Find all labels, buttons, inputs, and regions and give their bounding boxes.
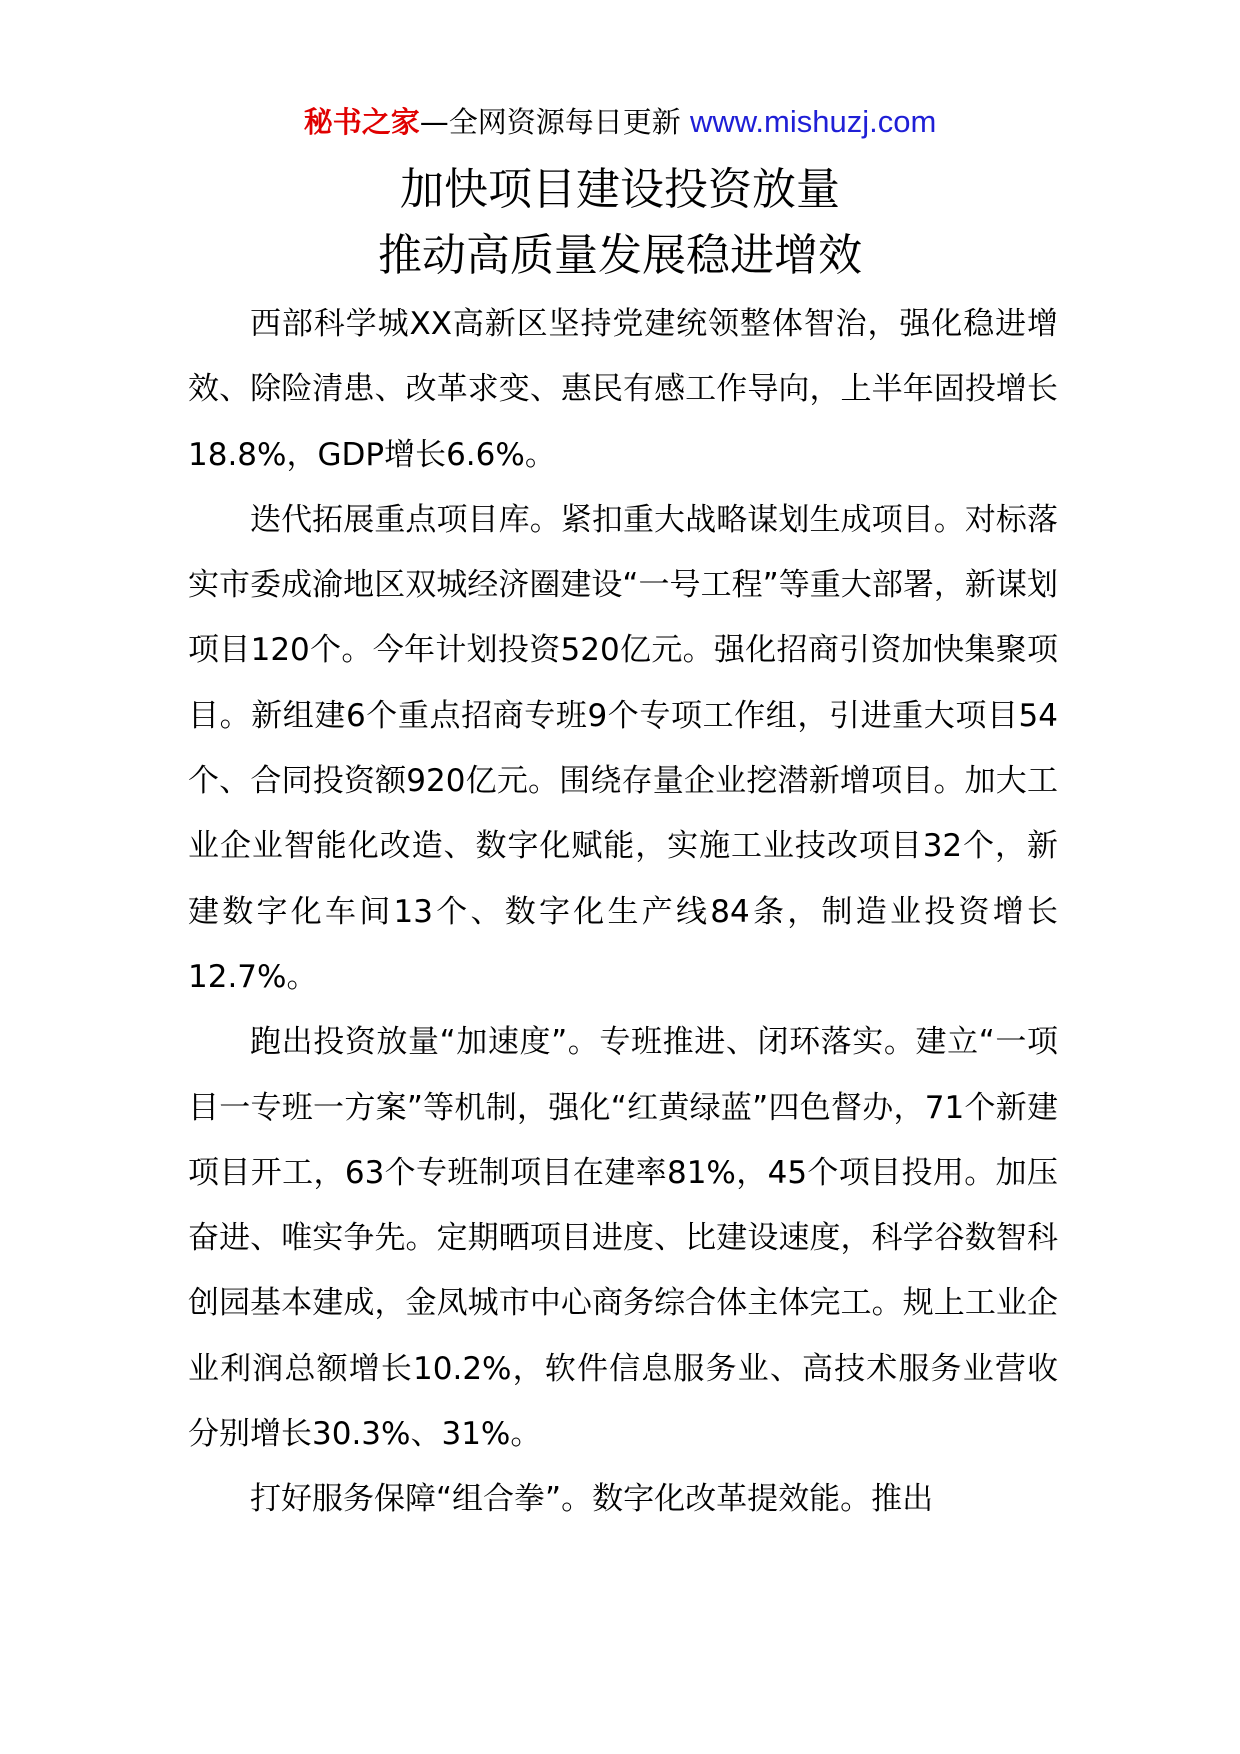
document-title-line-1: 加快项目建设投资放量	[400, 164, 840, 215]
brand-name: 秘书之家	[303, 105, 420, 139]
document-title-line-2: 推动高质量发展稳进增效	[378, 230, 862, 281]
paragraph-service-guarantee: 打好服务保障“组合拳”。数字化改革提效能。推出	[250, 1481, 934, 1518]
paragraph-project-library: 迭代拓展重点项目库。紧扣重大战略谋划生成项目。对标落实市委成渝地区双城经济圈建设“一号工程”等重大部署，新谋划项目120个。今年计划投资520亿元。强化招商引资加快集聚项目。新组建6个重点招商专班9个专项工作组，引进重大项目54个、合同投资额920亿元。围绕存量企业挖潜新增项目。加大工业企业智能化改造、数字化赋能，实施工业技改项目32个，新建数字化车间13个、数字化生产线84条，制造业投资增长12.7%。	[188, 501, 1058, 995]
site-url-link[interactable]: www.mishuzj.com	[689, 104, 937, 139]
paragraph-intro: 西部科学城XX高新区坚持党建统领整体智治，强化稳进增效、除险清患、改革求变、惠民有感工作导向，上半年固投增长18.8%，GDP增长6.6%。	[188, 306, 1058, 473]
paragraph-investment-speed: 跑出投资放量“加速度”。专班推进、闭环落实。建立“一项目一专班一方案”等机制，强化“红黄绿蓝”四色督办，71个新建项目开工，63个专班制项目在建率81%，45个项目投用。加压奋进、唯实争先。定期晒项目进度、比建设速度，科学谷数智科创园基本建成，金凤城市中心商务综合体主体完工。规上工业企业利润总额增长10.2%，软件信息服务业、高技术服务业营收分别增长30.3%、31%。	[188, 1024, 1058, 1453]
header-tagline: —全网资源每日更新	[419, 105, 690, 139]
site-header	[0, 102, 1240, 142]
document-body	[188, 292, 1058, 1533]
